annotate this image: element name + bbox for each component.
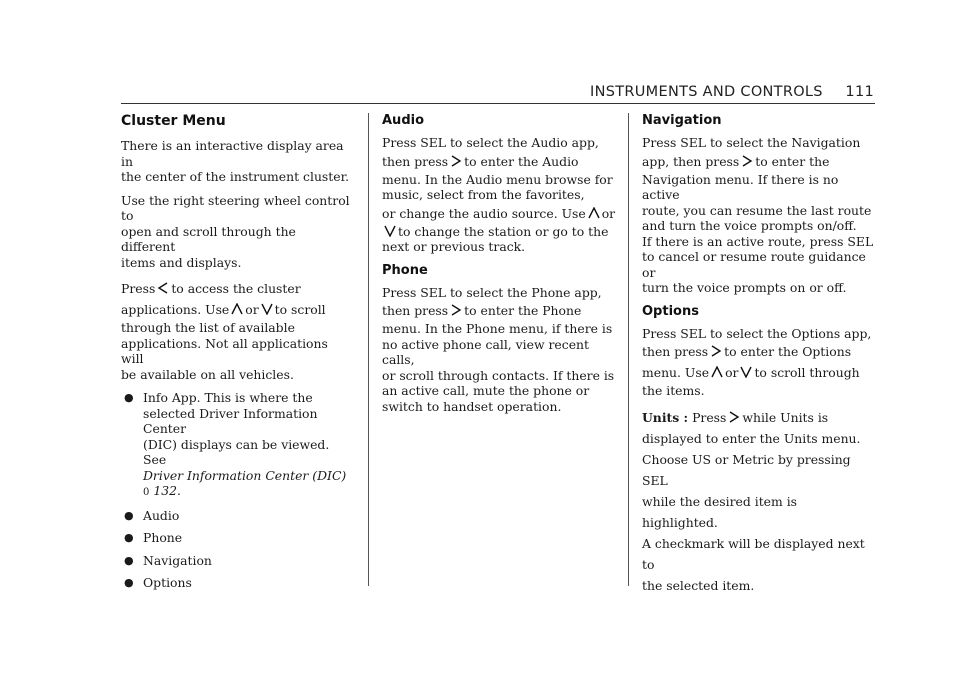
- paragraph: There is an interactive display area in the center of the instrument cluster.: [121, 138, 350, 184]
- chevron-right-icon: [450, 155, 462, 167]
- bullet: ●: [124, 553, 134, 567]
- list-item: ● Audio: [124, 507, 180, 523]
- chevron-right-icon: [741, 155, 753, 167]
- page-number: 111: [845, 84, 874, 100]
- app-list: [121, 390, 354, 591]
- column-divider: [368, 113, 369, 586]
- paragraph: Press SEL to select the Audio app, then press to enter the Audio menu. In the Audio menu browse for music, select from the favorites, or change the audio source. Use or to change the station or go to the next or previous track.: [382, 135, 616, 254]
- chevron-right-icon: [710, 345, 722, 357]
- column-cluster-menu: [121, 113, 354, 598]
- chevron-up-icon: [588, 207, 600, 219]
- bullet: ●: [124, 508, 134, 522]
- section-title: INSTRUMENTS AND CONTROLS: [590, 84, 823, 100]
- paragraph: Press SEL to select the Options app, then press to enter the Options menu. Use or to scroll through the items.: [642, 325, 872, 398]
- heading-phone: Phone: [382, 262, 428, 278]
- chevron-down-icon: [261, 303, 273, 315]
- cross-reference-page[interactable]: 132.: [153, 483, 181, 498]
- list-item: ● Navigation: [124, 552, 212, 568]
- heading-cluster-menu: Cluster Menu: [121, 113, 226, 129]
- chevron-up-icon: [231, 303, 243, 315]
- cross-reference[interactable]: Driver Information Center (DIC): [143, 467, 347, 483]
- bullet: ●: [124, 531, 134, 544]
- paragraph-units: Units : Press while Units is displayed to enter the Units menu. Choose US or Metric by pressing SEL while the desired item is highlighted. A checkmark will be displayed next to the selected item.: [642, 409, 865, 593]
- column-divider: [628, 113, 629, 586]
- paragraph: Press SEL to select the Navigation app, then press to enter the Navigation menu. If there is no active route, you can resume the last route and turn the voice prompts on/off. If there is an active route, press SEL to cancel or resume route guidance or turn the voice prompts on or off.: [642, 135, 874, 295]
- paragraph: Use the right steering wheel control to open and scroll through the different items and displays.: [121, 192, 350, 270]
- page-ref-arrow-icon: 0: [143, 487, 150, 498]
- heading-navigation: Navigation: [642, 113, 722, 128]
- heading-options: Options: [642, 303, 699, 319]
- column-audio-phone: [382, 113, 618, 422]
- chevron-right-icon: [728, 411, 740, 423]
- units-term: Units :: [642, 409, 689, 425]
- paragraph: Press SEL to select the Phone app, then press to enter the Phone menu. In the Phone menu, if there is no active phone call, view recent calls, or scroll through contacts. If there is an active call, mute the phone or switch to handset operation.: [382, 284, 615, 414]
- chevron-right-icon: [450, 304, 462, 316]
- list-item: ● Info App. This is where the selected Driver Information Center (DIC) displays can be viewed. See Driver Information Center (DIC) 0 132.: [121, 390, 354, 501]
- paragraph: Press to access the cluster applications. Use or to scroll through the list of available applications. Not all applications will be available on all vehicles.: [121, 281, 328, 382]
- header-rule: [121, 103, 875, 104]
- bullet: ●: [124, 391, 134, 404]
- column-navigation-options: [642, 113, 876, 604]
- chevron-down-icon: [384, 225, 396, 237]
- chevron-left-icon: [157, 282, 169, 294]
- heading-audio: Audio: [382, 113, 425, 128]
- list-item: ● Phone: [124, 530, 183, 545]
- bullet: ●: [124, 576, 134, 589]
- list-item: ● Options: [124, 575, 192, 590]
- chevron-down-icon: [740, 366, 752, 378]
- chevron-up-icon: [711, 366, 723, 378]
